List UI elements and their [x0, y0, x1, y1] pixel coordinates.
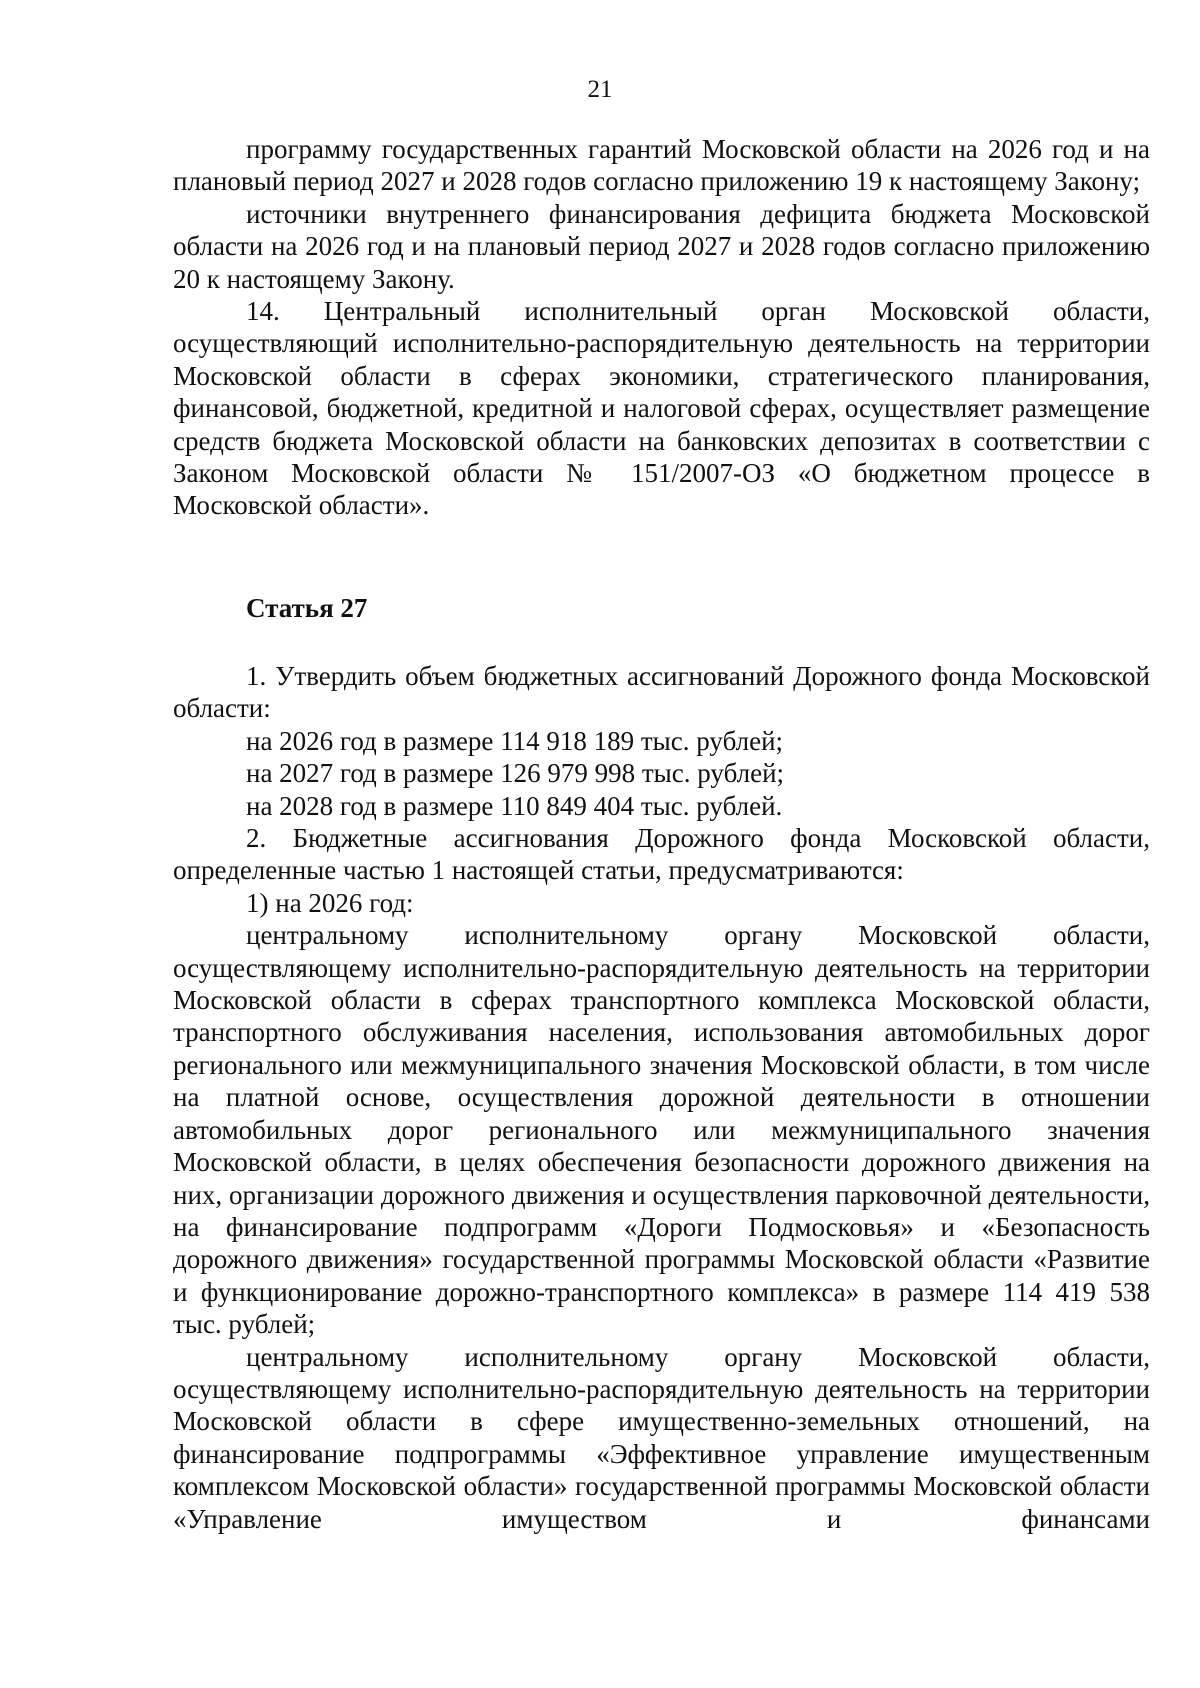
paragraph-amount-2027: на 2027 год в размере 126 979 998 тыс. рублей; — [246, 758, 785, 789]
text-block-top — [173, 133, 1150, 522]
paragraph-deficit-sources: источники внутреннего финансирования дефицита бюджета Московской области на 2026 год и на плановый период 2027 и 2028 годов согласно приложению 20 к настоящему Закону. — [173, 198, 1150, 294]
paragraph-subitem-2026: 1) на 2026 год: — [246, 887, 414, 918]
paragraph-amount-2028: на 2028 год в размере 110 849 404 тыс. рублей. — [246, 790, 783, 821]
paragraph-transport-body: центральному исполнительному органу Московской области, осуществляющему исполнительно-распорядительную деятельность на территории Московской области в сферах транспортного комплекса Московской области, транспортного обслуживания населения, использования автомобильных дорог регионального или межмуниципального значения Московской области, в том числе на платной основе, осуществления дорожной деятельности в отношении автомобильных дорог регионального или межмуниципального значения Московской области, в целях обеспечения безопасности дорожного движения на них, организации дорожного движения и осуществления парковочной деятельности, на финансирование подпрограмм «Дороги Подмосковья» и «Безопасность дорожного движения» государственной программы Московской области «Развитие и функционирование дорожно-транспортного комплекса» в размере 114 419 538 тыс. рублей; — [173, 920, 1150, 1340]
paragraph-guarantees-program: программу государственных гарантий Московской области на 2026 год и на плановый период 2027 и 2028 годов согласно приложению 19 к настоящему Закону; — [173, 134, 1150, 197]
paragraph-item-2: 2. Бюджетные ассигнования Дорожного фонда Московской области, определенные частью 1 настоящей статьи, предусматриваются: — [173, 823, 1150, 886]
paragraph-item-14: 14. Центральный исполнительный орган Московской области, осуществляющий исполнительно-распорядительную деятельность на территории Московской области в сферах экономики, стратегического планирования, финансовой, бюджетной, кредитной и налоговой сферах, осуществляет размещение средств бюджета Московской области на банковских депозитах в соответствии с Законом Московской области № 151/2007-ОЗ «О бюджетном процессе в Московской области». — [173, 296, 1150, 521]
paragraph-amount-2026: на 2026 год в размере 114 918 189 тыс. рублей; — [246, 725, 784, 756]
text-block-article-27 — [173, 660, 1150, 1535]
page-number: 21 — [587, 76, 613, 103]
paragraph-item-1: 1. Утвердить объем бюджетных ассигнований Дорожного фонда Московской области: — [173, 661, 1150, 724]
article-heading: Статья 27 — [246, 593, 368, 623]
paragraph-property-body: центральному исполнительному органу Московской области, осуществляющему исполнительно-распорядительную деятельность на территории Московской области в сфере имущественно-земельных отношений, на финансирование подпрограммы «Эффективное управление имущественным комплексом Московской области» государственной программы Московской области «Управление имуществом и финансами — [173, 1341, 1150, 1534]
